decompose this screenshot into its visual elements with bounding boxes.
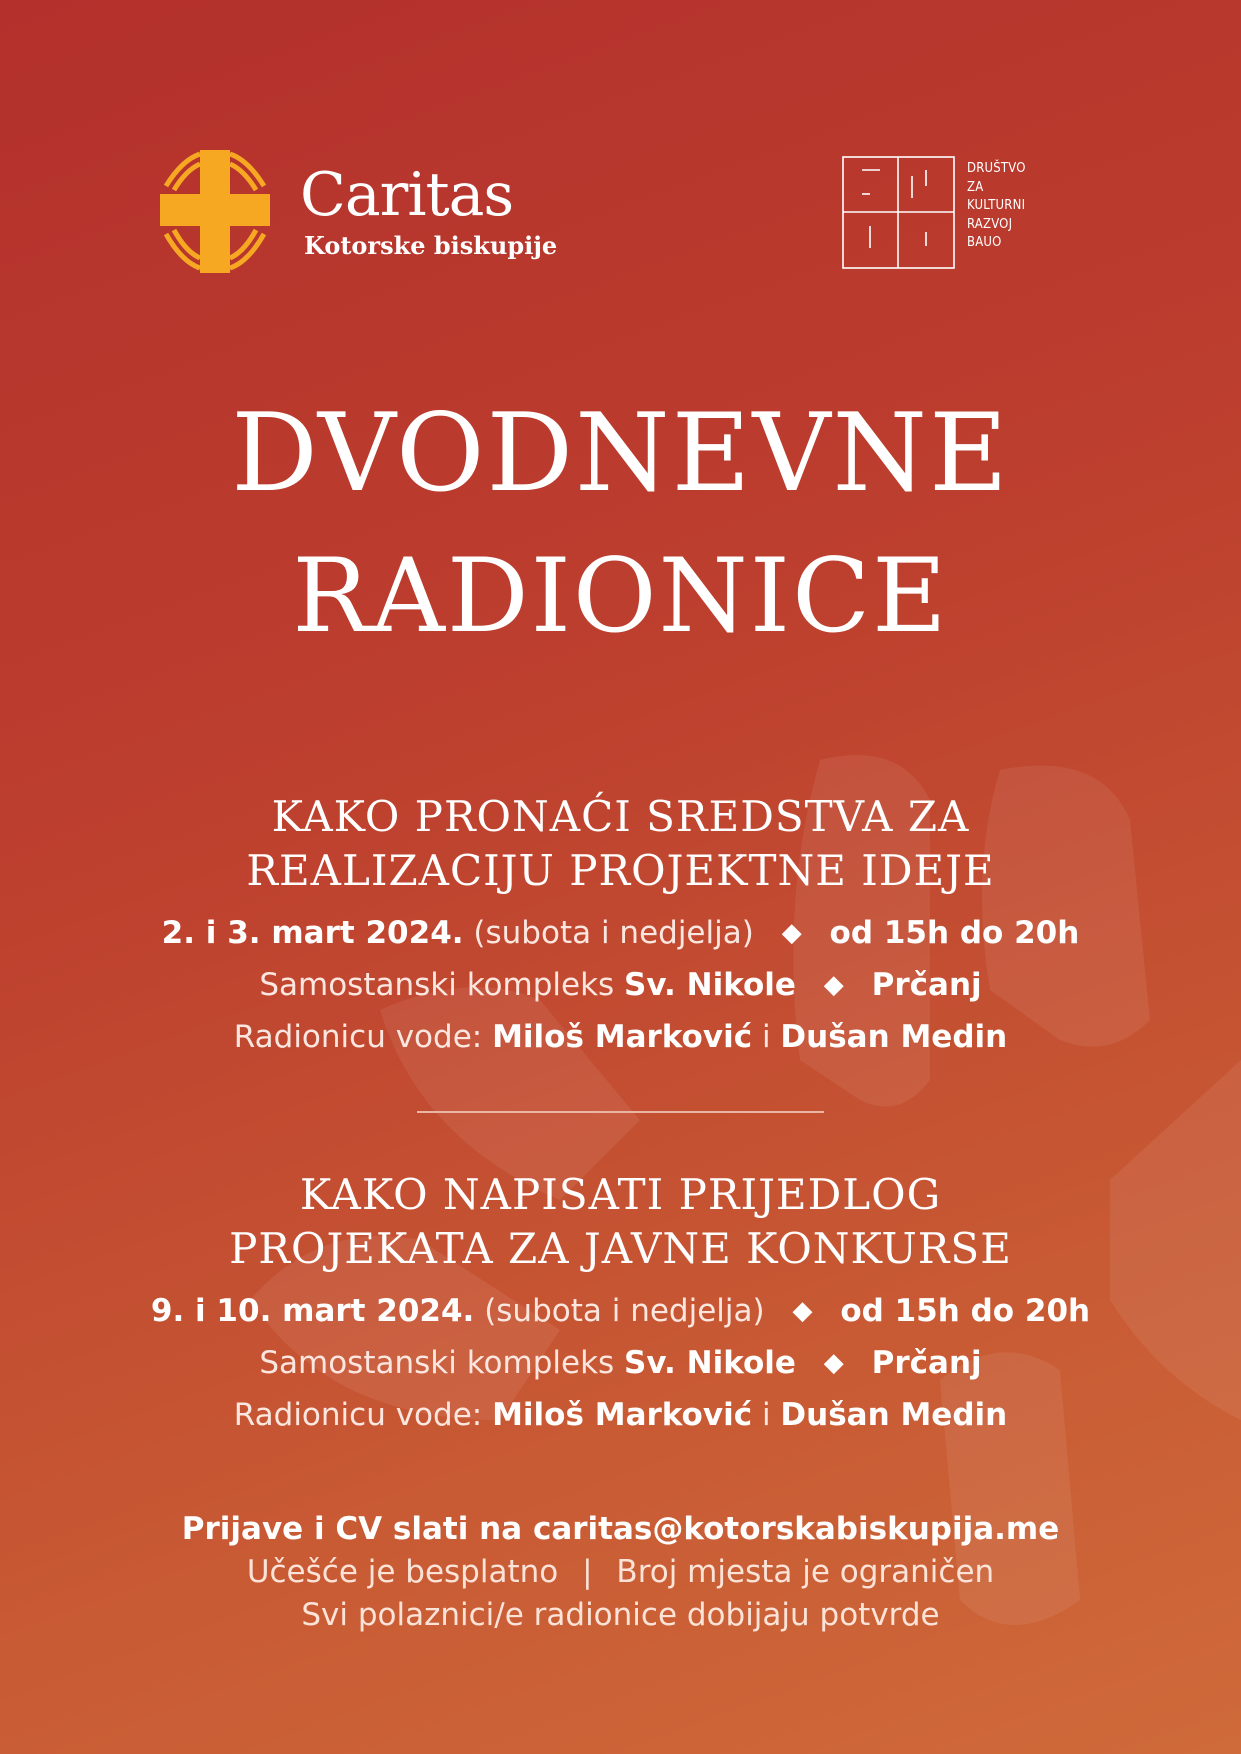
workshop-venue-row [0, 960, 1241, 1012]
main-title-line2: RADIONICE [292, 537, 949, 656]
workshop-time: od 15h do 20h [840, 1293, 1091, 1329]
venue-place: Prčanj [871, 1345, 982, 1381]
bauo-line: RAZVOJ [967, 216, 1013, 232]
leader-1: Miloš Marković [492, 1397, 753, 1433]
workshop-time: od 15h do 20h [829, 915, 1080, 951]
footer-separator: | [582, 1554, 593, 1590]
workshop-date: 9. i 10. mart 2024. [150, 1293, 475, 1329]
leader-1: Miloš Marković [492, 1019, 753, 1055]
workshop-2 [0, 1168, 1241, 1440]
diamond-icon: ◆ [792, 1296, 813, 1326]
venue-name: Sv. Nikole [624, 1345, 796, 1381]
caritas-logo [160, 150, 558, 275]
diamond-icon: ◆ [781, 918, 802, 948]
main-title-line1: DVODNEVNE [231, 391, 1010, 516]
limited-places: Broj mjesta je ograničen [616, 1554, 995, 1590]
workshop-days: (subota i nedjelja) [473, 915, 754, 951]
diamond-icon: ◆ [823, 1348, 844, 1378]
workshop-heading-line1: KAKO NAPISATI PRIJEDLOG [299, 1170, 942, 1219]
bauo-line: KULTURNI [967, 198, 1026, 213]
workshop-date: 2. i 3. mart 2024. [161, 915, 464, 951]
bauo-logo [842, 156, 1042, 271]
workshop-heading-line2: PROJEKATA ZA JAVNE KONKURSE [229, 1224, 1012, 1273]
workshop-heading-line2: REALIZACIJU PROJEKTNE IDEJE [246, 846, 995, 895]
leaders-prefix: Radionicu vode: [233, 1397, 483, 1433]
leaders-and: i [761, 1019, 771, 1055]
workshop-1 [0, 790, 1241, 1062]
workshop-venue-row [0, 1338, 1241, 1390]
caritas-name: Caritas [300, 160, 514, 230]
leaders-and: i [761, 1397, 771, 1433]
bauo-line: ZA [967, 179, 984, 195]
bauo-text [967, 160, 1026, 253]
venue-place: Prčanj [871, 967, 982, 1003]
leader-2: Dušan Medin [780, 1019, 1008, 1055]
caritas-subtitle: Kotorske biskupije [304, 231, 558, 260]
section-divider [417, 1111, 824, 1113]
bauo-grid-icon [842, 156, 955, 269]
workshop-leaders-row [0, 1390, 1241, 1440]
workshop-days: (subota i nedjelja) [484, 1293, 765, 1329]
bauo-line: BAUO [967, 235, 1002, 250]
venue-prefix: Samostanski kompleks [259, 967, 615, 1003]
leaders-prefix: Radionicu vode: [233, 1019, 483, 1055]
venue-name: Sv. Nikole [624, 967, 796, 1003]
workshop-leaders-row [0, 1012, 1241, 1062]
participation-line [0, 1551, 1241, 1594]
leader-2: Dušan Medin [780, 1397, 1008, 1433]
certificate-line: Svi polaznici/e radionice dobijaju potvrde [301, 1597, 940, 1633]
workshop-date-row [0, 908, 1241, 960]
caritas-cross-icon [160, 150, 270, 273]
workshop-heading-line1: KAKO PRONAĆI SREDSTVA ZA [271, 792, 970, 841]
free-participation: Učešće je besplatno [246, 1554, 559, 1590]
bauo-line: DRUŠTVO [967, 161, 1026, 176]
diamond-icon: ◆ [823, 970, 844, 1000]
workshop-date-row [0, 1286, 1241, 1338]
footer [0, 1508, 1241, 1637]
apply-email-line: Prijave i CV slati na caritas@kotorskabiskupija.me [181, 1511, 1060, 1547]
venue-prefix: Samostanski kompleks [259, 1345, 615, 1381]
